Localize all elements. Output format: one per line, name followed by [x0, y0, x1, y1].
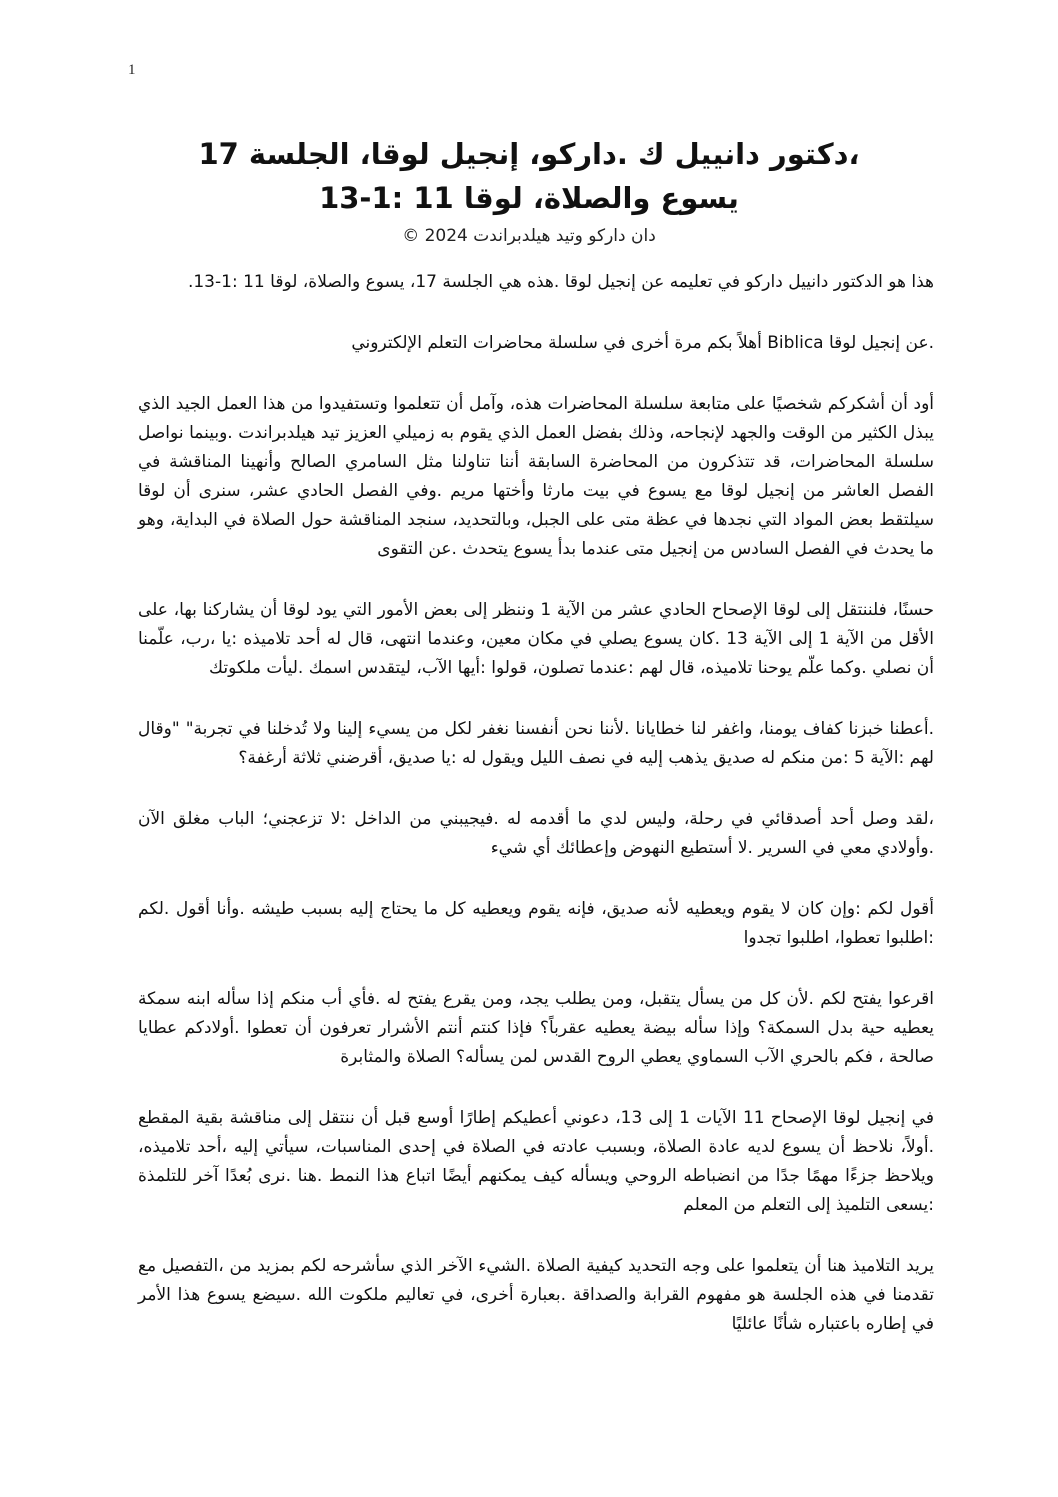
copyright-line: دان داركو وتيد هيلدبراندت 2024 © [402, 226, 656, 246]
paragraph: هذا هو الدكتور دانييل داركو في تعليمه عن إنجيل لوقا .هذه هي الجلسة 17، يسوع والصلاة، لوقا 11 :1-13. [187, 272, 934, 292]
paragraph: اقرعوا يفتح لكم .لأن كل من يسأل يتقبل، ومن يطلب يجد، ومن يقرع يفتح له .فأي أب منكم إذا سأله ابنه سمكة يعطيه حية بدل السمكة؟ وإذا سأله بيضة يعطيه عقرباً؟ فإذا كنتم أنتم الأشرار تعرفون أن تعطوا .أولادكم عطايا صالحة ، فكم بالحري الآب السماوي يعطي الروح القدس لمن يسأله؟ الصلاة والمثابرة [138, 989, 934, 1067]
paragraph: أقول لكم :وإن كان لا يقوم ويعطيه لأنه صديق، فإنه يقوم ويعطيه كل ما يحتاج إليه بسبب طيشه .وأنا أقول .لكم :اطلبوا تعطوا، اطلبوا تجدوا [138, 899, 934, 948]
paragraph: حسنًا، فلننتقل إلى لوقا الإصحاح الحادي عشر من الآية 1 وننظر إلى بعض الأمور التي يود لوقا أن يشاركنا بها، على الأقل من الآية 1 إلى الآية 13 .كان يسوع يصلي في مكان معين، وعندما انتهى، قال له أحد تلاميذه :يا ،رب، علّمنا أن نصلي .وكما علّم يوحنا تلاميذه، قال لهم :عندما تصلون، قولوا :أيها الآب، ليتقدس اسمك .ليأت ملكوتك [138, 600, 935, 678]
paragraph: يريد التلاميذ هنا أن يتعلموا على وجه التحديد كيفية الصلاة .الشيء الآخر الذي سأشرحه لكم بمزيد من ،التفصيل مع تقدمنا في هذه الجلسة هو مفهوم القرابة والصداقة .بعبارة أخرى، في تعاليم ملكوت الله .سيضع يسوع هذا الأمر في إطاره باعتباره شأنًا عائليًا [138, 1256, 934, 1334]
title-block [120, 132, 938, 250]
paragraph: .أعطنا خبزنا كفاف يومنا، واغفر لنا خطايانا .لأننا نحن أنفسنا نغفر لكل من يسيء إلينا ولا تُدخلنا في تجربة" "وقال لهم :الآية 5 :من منكم له صديق يذهب إليه في نصف الليل ويقول له :يا صديق، أقرضني ثلاثة أرغفة؟ [138, 719, 934, 768]
body-text [138, 268, 934, 1371]
paragraph: في إنجيل لوقا الإصحاح 11 الآيات 1 إلى 13، دعوني أعطيكم إطارًا أوسع قبل أن ننتقل إلى مناقشة بقية المقطع .أولاً، نلاحظ أن يسوع لديه عادة الصلاة، وبسبب عادته في الصلاة في إحدى المناسبات، سيأتي إليه ،أحد تلاميذه، ويلاحظ جزءًا مهمًا جدًا من انضباطه الروحي ويسأله كيف يمكنهم أيضًا اتباع هذا النمط .هنا .نرى بُعدًا آخر للتلمذة :يسعى التلميذ إلى التعلم من المعلم [138, 1108, 934, 1215]
title-line-1: ،دكتور دانييل ك .داركو، إنجيل لوقا، الجلسة 17 [198, 137, 860, 171]
page-number: 1 [128, 62, 136, 78]
paragraph: ،لقد وصل أحد أصدقائي في رحلة، وليس لدي ما أقدمه له .فيجيبني من الداخل :لا تزعجني؛ الباب مغلق الآن .وأولادي معي في السرير .لا أستطيع النهوض وإعطائك أي شيء [138, 809, 934, 858]
title-line-2: يسوع والصلاة، لوقا 11 :1-13 [319, 181, 739, 215]
paragraph: أود أن أشكركم شخصيًا على متابعة سلسلة المحاضرات هذه، وآمل أن تتعلموا وتستفيدوا من هذا العمل الجيد الذي يبذل الكثير من الوقت والجهد لإنجاحه، وذلك بفضل العمل الذي يقوم به زميلي العزيز تيد هيلدبراندت .وبينما نواصل سلسلة المحاضرات، قد تتذكرون من المحاضرة السابقة أننا تناولنا مثل السامري الصالح وأنهينا المناقشة في الفصل العاشر من إنجيل لوقا مع يسوع في بيت مارثا وأختها مريم .وفي الفصل الحادي عشر، سنرى أن لوقا سيلتقط بعض المواد التي نجدها في عظة متى على الجبل، وبالتحديد، سنجد المناقشة حول الصلاة في البداية، وهو ما يحدث في الفصل السادس من إنجيل متى عندما بدأ يسوع يتحدث .عن التقوى [138, 394, 934, 559]
paragraph: .عن إنجيل لوقا Biblica أهلاً بكم مرة أخرى في سلسلة محاضرات التعلم الإلكتروني [351, 333, 934, 353]
